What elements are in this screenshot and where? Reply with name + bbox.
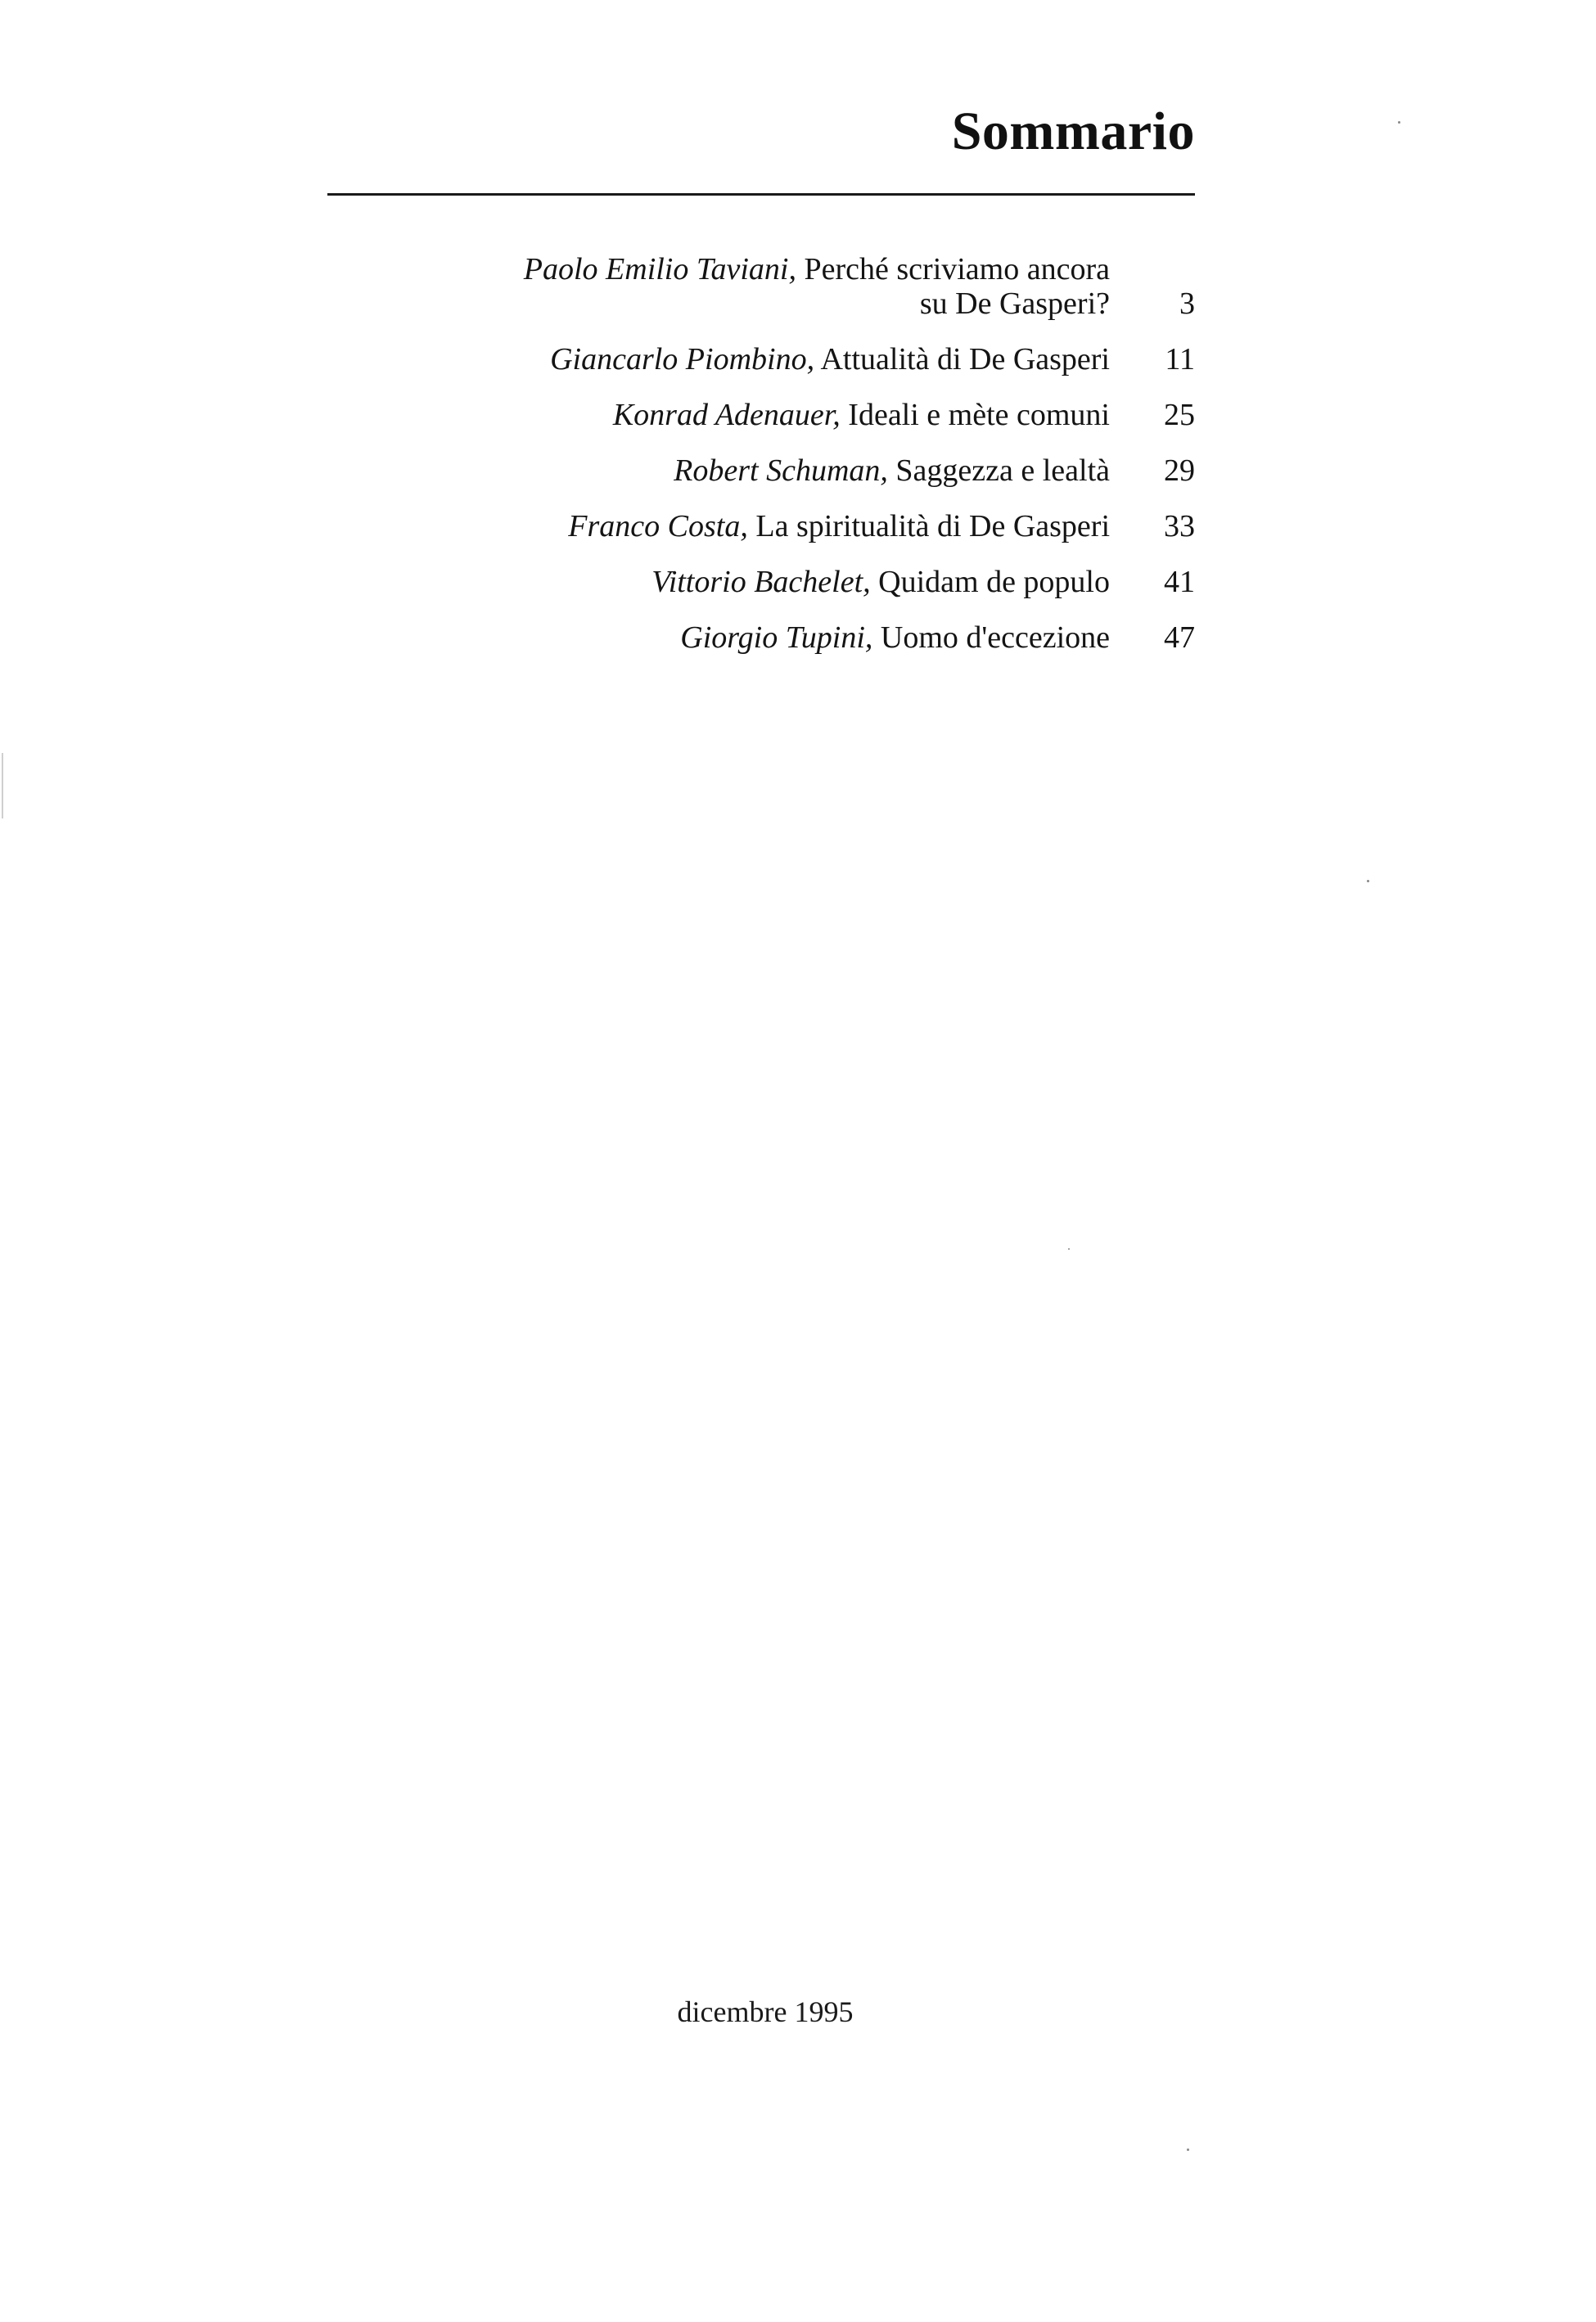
toc-entry[interactable] (327, 398, 1195, 432)
toc-entry[interactable] (327, 342, 1195, 376)
scan-speck (1187, 2148, 1189, 2151)
toc-entry-page: 11 (1165, 342, 1195, 376)
page-title: Sommario (951, 101, 1195, 161)
scan-speck (2, 753, 3, 818)
toc-entry-text (613, 398, 1110, 432)
toc-entry-page: 41 (1164, 565, 1195, 599)
toc-entry-page: 3 (1179, 286, 1195, 321)
toc-entry-text (550, 342, 1110, 376)
toc-entry-author: Vittorio Bachelet, (651, 565, 871, 599)
toc-entry-title: Quidam de populo (878, 565, 1110, 599)
toc-entry-page: 47 (1164, 620, 1195, 655)
toc-entry-page: 33 (1164, 509, 1195, 543)
scan-speck (1068, 1248, 1070, 1250)
title-divider (327, 193, 1195, 196)
toc-entry-text (680, 620, 1110, 655)
toc-entry-text (674, 453, 1110, 488)
toc-entry[interactable] (327, 565, 1195, 599)
toc-entry-text (568, 509, 1110, 543)
toc-entry-page: 25 (1164, 398, 1195, 432)
toc-entry-author: Giancarlo Piombino, (550, 342, 815, 376)
toc-entry-text (524, 252, 1110, 321)
toc-entry-author: Robert Schuman, (674, 453, 888, 488)
toc-entry-author: Giorgio Tupini, (680, 620, 873, 655)
table-of-contents (327, 252, 1195, 655)
scan-speck (1398, 121, 1400, 124)
toc-entry-title: Ideali e mète comuni (848, 398, 1110, 432)
toc-entry-title: Perché scriviamo ancora (804, 252, 1110, 286)
toc-entry[interactable] (327, 252, 1195, 321)
toc-entry-title-continuation: su De Gasperi? (919, 286, 1110, 321)
toc-entry-author: Konrad Adenauer, (612, 398, 841, 432)
toc-entry[interactable] (327, 509, 1195, 543)
scan-speck (1367, 880, 1369, 882)
toc-entry[interactable] (327, 620, 1195, 655)
toc-entry-author: Franco Costa, (568, 509, 748, 543)
toc-entry-author: Paolo Emilio Taviani, (523, 252, 796, 286)
toc-entry-title: La spiritualità di De Gasperi (755, 509, 1110, 543)
toc-entry[interactable] (327, 453, 1195, 488)
toc-entry-title: Saggezza e lealtà (895, 453, 1110, 488)
toc-entry-page: 29 (1164, 453, 1195, 488)
toc-entry-title: Uomo d'eccezione (880, 620, 1110, 655)
toc-entry-title: Attualità di De Gasperi (820, 342, 1110, 376)
toc-entry-line (524, 252, 1110, 286)
issue-date: dicembre 1995 (677, 1995, 854, 2028)
toc-entry-text (651, 565, 1110, 599)
